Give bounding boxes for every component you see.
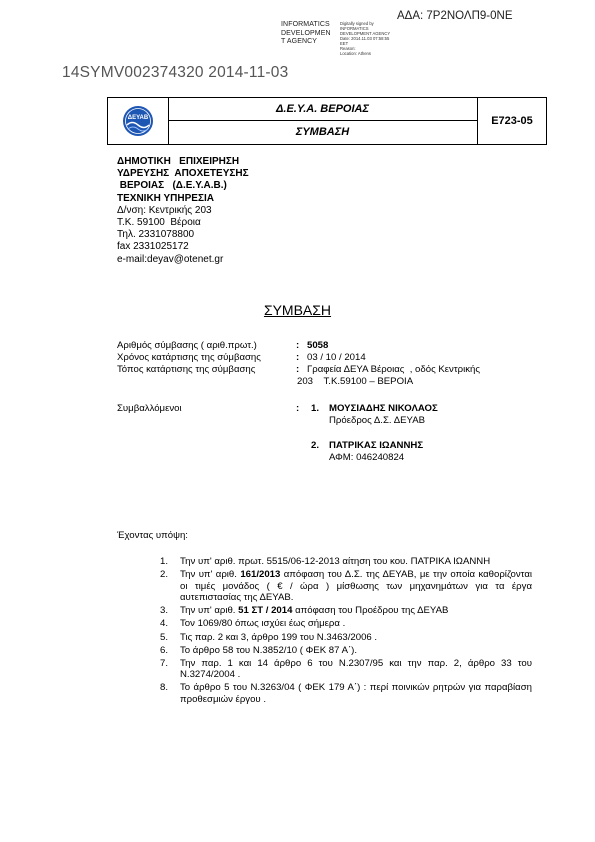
list-item xyxy=(160,605,532,617)
contract-number: 5058 xyxy=(307,340,329,351)
list-item xyxy=(160,632,532,644)
item-number: 2. xyxy=(160,569,169,581)
item-text: Το άρθρο 5 του Ν.3263/04 ( ΦΕΚ 179 Α΄) : περί ποινικών ρητρών για παραβίαση προθεσμιών έργου . xyxy=(180,682,532,706)
contract-date: 03 / 10 / 2014 xyxy=(307,352,366,363)
item-number: 1. xyxy=(160,556,169,567)
signature-line: INFORMATICS xyxy=(340,26,369,31)
party-1-number: 1. xyxy=(311,403,320,414)
considerations-list xyxy=(160,556,532,707)
item-number: 6. xyxy=(160,644,169,656)
item-text: Τις παρ. 2 και 3, άρθρο 199 του Ν.3463/2006 . xyxy=(180,631,378,643)
list-item xyxy=(160,569,532,604)
issuer-line: ΔΗΜΟΤΙΚΗ ΕΠΙΧΕΙΡΗΣΗ xyxy=(117,156,240,167)
item-text: Την υπ' αριθ. 161/2013 απόφαση του Δ.Σ. της ΔΕΥΑΒ, με την οποία καθορίζονται οι τιμές μονάδος ( € / ώρα ) μίσθωσης των μηχανημάτων για τα έργα αυτεπιστασίας της ΔΕΥΑΒ. xyxy=(180,569,532,604)
signature-line: Date: 2014.11.03 07:58:55 xyxy=(340,36,390,41)
issuer-block xyxy=(117,156,249,266)
place-line-1: Γραφεία ΔΕΥΑ Βέροιας , οδός Κεντρικής xyxy=(307,364,480,375)
issuer-email: e-mail:deyav@otenet.gr xyxy=(117,253,224,265)
list-item xyxy=(160,556,532,568)
date-label: Χρόνος κατάρτισης της σύμβασης xyxy=(117,352,261,363)
party-1-name: ΜΟΥΣΙΑΔΗΣ ΝΙΚΟΛΑΟΣ xyxy=(329,403,438,414)
agency-line: INFORMATICS xyxy=(281,21,330,28)
item-number: 4. xyxy=(160,618,169,630)
party-1-role: Πρόεδρος Δ.Σ. ΔΕΥΑΒ xyxy=(329,415,425,426)
form-code: Ε723-05 xyxy=(491,115,533,127)
item-text: Τον 1069/80 όπως ισχύει έως σήμερα . xyxy=(180,618,346,630)
list-item xyxy=(160,618,532,630)
party-2-number: 2. xyxy=(311,440,320,451)
document-header xyxy=(107,97,547,145)
issuer-line: ΤΕΧΝΙΚΗ ΥΠΗΡΕΣΙΑ xyxy=(117,192,214,204)
document-id: 14SYMV002374320 2014-11-03 xyxy=(62,64,289,81)
logo-icon xyxy=(108,98,168,144)
considering-heading: Έχοντας υπόψη: xyxy=(117,530,188,541)
place-line-2: 203 Τ.Κ.59100 – ΒΕΡΟΙΑ xyxy=(297,376,414,387)
logo-text: ΔΕΥΑΒ xyxy=(127,115,149,121)
list-item xyxy=(160,645,532,657)
colon: : xyxy=(296,403,300,414)
issuer-fax: fax 2331025172 xyxy=(117,241,189,253)
document-kind: ΣΥΜΒΑΣΗ xyxy=(168,121,478,144)
signature-line: EET xyxy=(340,41,349,46)
signature-line: Reason: xyxy=(340,46,356,51)
list-item xyxy=(160,658,532,681)
agency-line: DEVELOPMEN xyxy=(281,29,331,37)
signature-line: Location: Athens xyxy=(340,51,371,56)
place-label: Τόπος κατάρτισης της σύμβασης xyxy=(117,364,256,375)
colon: : xyxy=(296,364,300,375)
party-2-afm: ΑΦΜ: 046240824 xyxy=(329,452,405,463)
party-2-name: ΠΑΤΡΙΚΑΣ ΙΩΑΝΝΗΣ xyxy=(329,440,424,451)
issuer-line: ΒΕΡΟΙΑΣ (Δ.Ε.Υ.Α.Β.) xyxy=(117,180,227,192)
issuer-line: ΥΔΡΕΥΣΗΣ ΑΠΟΧΕΤΕΥΣΗΣ xyxy=(117,168,249,180)
issuer-address: Δ/νση: Κεντρικής 203 xyxy=(117,204,212,216)
item-text: Την παρ. 1 και 14 άρθρο 6 του Ν.2307/95 και την παρ. 2, άρθρο 33 του Ν.3274/2004 . xyxy=(180,657,532,681)
parties-label: Συμβαλλόμενοι xyxy=(117,403,182,414)
item-number: 5. xyxy=(160,631,169,643)
item-number: 7. xyxy=(160,657,169,669)
item-number: 3. xyxy=(160,605,169,617)
item-text: Την υπ' αριθ. πρωτ. 5515/06-12-2013 αίτηση του κου. ΠΑΤΡΙΚΑ ΙΩΑΝΝΗ xyxy=(180,556,491,567)
contract-title: ΣΥΜΒΑΣΗ xyxy=(263,302,332,318)
issuer-postcode: Τ.Κ. 59100 Βέροια xyxy=(117,217,201,229)
signature-line: DEVELOPMENT AGENCY xyxy=(340,31,391,36)
contract-number-label: Αριθμός σύμβασης ( αριθ.πρωτ.) xyxy=(117,340,257,351)
item-text: Το άρθρο 58 του Ν.3852/10 ( ΦΕΚ 87 Α΄). xyxy=(180,644,358,656)
agency-stamp xyxy=(281,21,339,47)
ada-code: ΑΔΑ: 7Ρ2ΝΟΛΠ9-0ΝΕ xyxy=(397,10,513,22)
deyab-logo xyxy=(108,98,169,144)
agency-line: T AGENCY xyxy=(281,38,318,46)
signature-line: Digitally signed by xyxy=(340,21,374,26)
org-title: Δ.Ε.Υ.Α. ΒΕΡΟΙΑΣ xyxy=(168,98,478,121)
item-text: Την υπ' αριθ. 51 ΣΤ / 2014 απόφαση του Προέδρου της ΔΕΥΑΒ xyxy=(180,605,449,617)
colon: : xyxy=(296,352,300,363)
colon: : xyxy=(296,340,300,351)
digital-signature xyxy=(340,21,400,56)
list-item xyxy=(160,682,532,705)
issuer-phone: Τηλ. 2331078800 xyxy=(117,229,195,241)
item-number: 8. xyxy=(160,682,169,694)
